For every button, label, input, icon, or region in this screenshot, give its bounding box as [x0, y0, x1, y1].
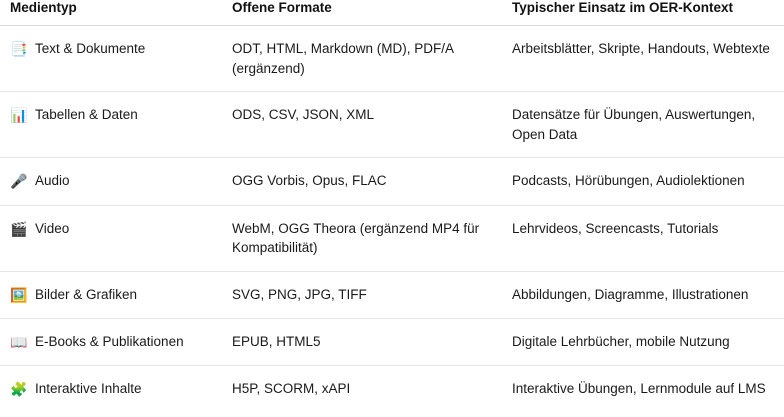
cell-formate: SVG, PNG, JPG, TIFF	[222, 271, 502, 318]
column-header-typischer-einsatz: Typischer Einsatz im OER-Kontext	[502, 0, 784, 26]
column-header-offene-formate: Offene Formate	[222, 0, 502, 26]
cell-einsatz: Interaktive Übungen, Lernmodule auf LMS	[512, 381, 766, 397]
table-row	[0, 205, 784, 271]
table-row	[0, 366, 784, 413]
table-row	[0, 158, 784, 205]
microphone-icon: 🎤	[10, 173, 28, 190]
medientyp-label: Bilder & Grafiken	[35, 286, 138, 302]
table-header	[0, 0, 784, 26]
cell-formate: ODT, HTML, Markdown (MD), PDF/A (ergänzend)	[222, 26, 502, 92]
medientyp-label: Tabellen & Daten	[35, 107, 138, 123]
cell-medientyp	[0, 366, 222, 413]
cell-formate: OGG Vorbis, Opus, FLAC	[222, 158, 502, 205]
medientyp-label: Text & Dokumente	[35, 41, 146, 56]
table-row	[0, 271, 784, 318]
cell-formate: EPUB, HTML5	[222, 318, 502, 365]
cell-medientyp	[0, 26, 222, 92]
puzzle-piece-icon: 🧩	[10, 381, 28, 398]
cell-einsatz: Datensätze für Übungen, Auswertungen, Open Data	[502, 92, 784, 158]
bookmark-tabs-icon: 📑	[10, 41, 28, 57]
medientyp-label: E-Books & Publikationen	[35, 333, 184, 349]
medientyp-label: Interaktive Inhalte	[35, 381, 142, 397]
table-body	[0, 26, 784, 413]
cell-medientyp	[0, 158, 222, 205]
cell-einsatz: Podcasts, Hörübungen, Audiolektionen	[502, 158, 784, 205]
cell-medientyp	[0, 318, 222, 365]
cell-einsatz: Abbildungen, Diagramme, Illustrationen	[502, 271, 784, 318]
cell-formate: WebM, OGG Theora (ergänzend MP4 für Kompatibilität)	[222, 205, 502, 271]
cell-einsatz: Arbeitsblätter, Skripte, Handouts, Webtexte	[502, 26, 784, 92]
bar-chart-icon: 📊	[10, 107, 28, 124]
cell-formate: ODS, CSV, JSON, XML	[222, 92, 502, 158]
cell-medientyp	[0, 271, 222, 318]
medientyp-label: Video	[35, 220, 70, 236]
cell-einsatz: Digitale Lehrbücher, mobile Nutzung	[502, 318, 784, 365]
cell-medientyp	[0, 205, 222, 271]
framed-picture-icon: 🖼️	[10, 286, 28, 303]
table-header-row	[0, 0, 784, 26]
cell-medientyp	[0, 92, 222, 158]
column-header-medientyp: Medientyp	[0, 0, 222, 26]
clapper-board-icon: 🎬	[10, 220, 28, 237]
table-row	[0, 318, 784, 365]
open-book-icon: 📖	[10, 333, 28, 350]
table-row	[0, 92, 784, 158]
medientyp-label: Audio	[35, 173, 70, 189]
cell-formate: H5P, SCORM, xAPI	[232, 381, 351, 397]
cell-einsatz: Lehrvideos, Screencasts, Tutorials	[502, 205, 784, 271]
table-row	[0, 26, 784, 92]
